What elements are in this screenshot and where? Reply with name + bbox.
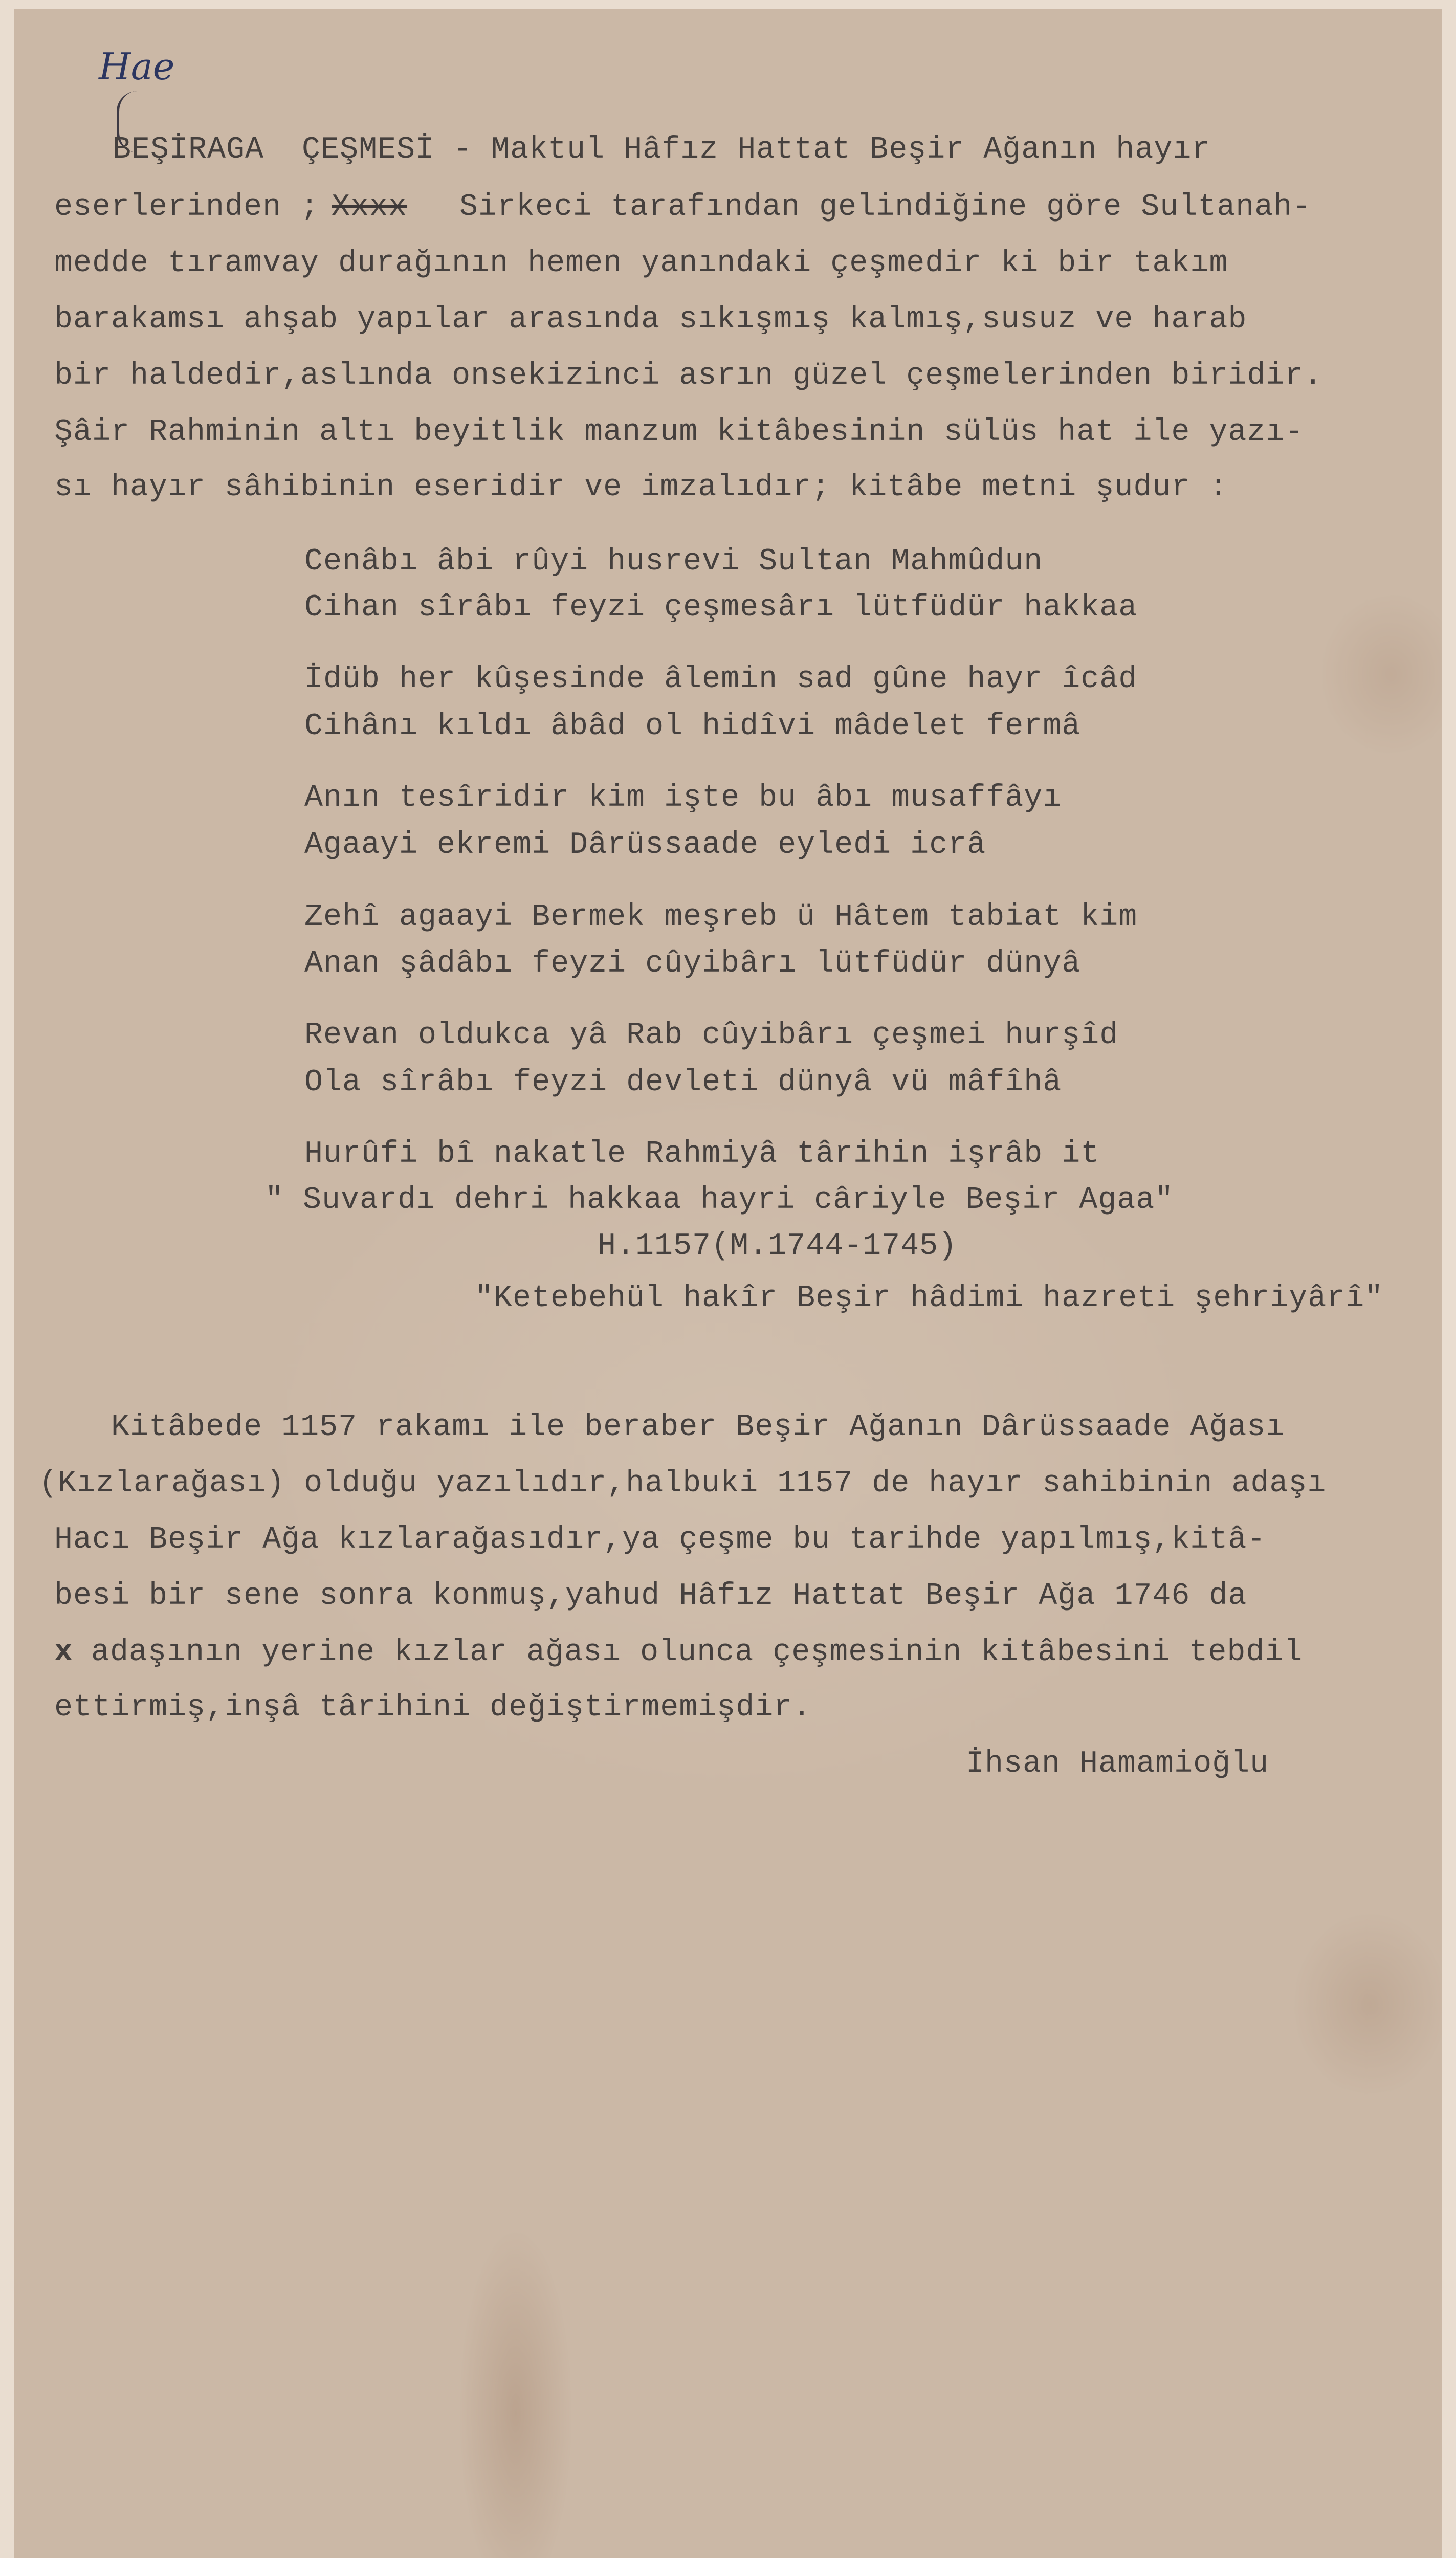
- verse-4b: Anan şâdâbı feyzi cûyibârı lütfüdür dünyâ: [304, 946, 1081, 981]
- verse-5a: Revan oldukca yâ Rab cûyibârı çeşmei hurşîd: [304, 1018, 1119, 1053]
- intro-line-1: BEŞİRAGA ÇEŞMESİ - Maktul Hâfız Hattat Beşir Ağanın hayır: [113, 133, 1211, 167]
- inscription-date: H.1157(M.1744-1745): [598, 1229, 958, 1264]
- verse-3a: Anın tesîridir kim işte bu âbı musaffâyı: [304, 781, 1062, 815]
- intro-line-2a: eserlerinden ;: [54, 190, 320, 225]
- inscription-signature: "Ketebehül hakîr Beşir hâdimi hazreti şehriyârî": [475, 1281, 1384, 1316]
- intro-line-5: bir haldedir,aslında onsekizinci asrın güzel çeşmelerinden biridir.: [54, 359, 1323, 393]
- intro-line-2b: Sirkeci tarafından gelindiğine göre Sultanah-: [459, 190, 1312, 225]
- verse-5b: Ola sîrâbı feyzi devleti dünyâ vü mâfîhâ: [304, 1065, 1062, 1100]
- commentary-line-6: ettirmiş,inşâ târihini değiştirmemişdir.: [54, 1690, 812, 1725]
- verse-3b: Agaayi ekremi Dârüssaade eyledi icrâ: [304, 828, 986, 863]
- commentary-line-5: adaşının yerine kızlar ağası olunca çeşmesinin kitâbesini tebdil: [91, 1635, 1303, 1670]
- commentary-line-3: Hacı Beşir Ağa kızlarağasıdır,ya çeşme bu tarihde yapılmış,kitâ-: [54, 1523, 1266, 1557]
- struck-text: Xxxx: [332, 190, 408, 225]
- verse-1b: Cihan sîrâbı feyzi çeşmesârı lütfüdür hakkaa: [304, 590, 1138, 625]
- commentary-line-1: Kitâbede 1157 rakamı ile beraber Beşir Ağanın Dârüssaade Ağası: [54, 1410, 1285, 1445]
- verse-4a: Zehî agaayi Bermek meşreb ü Hâtem tabiat kim: [304, 900, 1138, 935]
- handwritten-note: Hae: [99, 45, 175, 88]
- intro-line-3: medde tıramvay durağının hemen yanındaki çeşmedir ki bir takım: [54, 246, 1228, 281]
- intro-line-6: Şâir Rahminin altı beyitlik manzum kitâbesinin sülüs hat ile yazı-: [54, 415, 1304, 450]
- intro-line-7: sı hayır sâhibinin eseridir ve imzalıdır; kitâbe metni şudur :: [54, 470, 1228, 505]
- document-page: [14, 9, 1442, 2558]
- commentary-margin-mark: x: [54, 1635, 74, 1670]
- commentary-line-4: besi bir sene sonra konmuş,yahud Hâfız Hattat Beşir Ağa 1746 da: [54, 1579, 1247, 1614]
- author-name: İhsan Hamamioğlu: [966, 1747, 1269, 1781]
- intro-line-4: barakamsı ahşab yapılar arasında sıkışmış kalmış,susuz ve harab: [54, 302, 1247, 337]
- commentary-line-2: (Kızlarağası) olduğu yazılıdır,halbuki 1157 de hayır sahibinin adaşı: [39, 1466, 1327, 1501]
- verse-final-2: " Suvardı dehri hakkaa hayri câriyle Beşir Agaa": [265, 1183, 1174, 1218]
- verse-2b: Cihânı kıldı âbâd ol hidîvi mâdelet fermâ: [304, 709, 1081, 744]
- verse-2a: İdüb her kûşesinde âlemin sad gûne hayr îcâd: [304, 662, 1138, 697]
- verse-1a: Cenâbı âbi rûyi husrevi Sultan Mahmûdun: [304, 544, 1043, 579]
- verse-final-1: Hurûfi bî nakatle Rahmiyâ târihin işrâb it: [304, 1137, 1100, 1172]
